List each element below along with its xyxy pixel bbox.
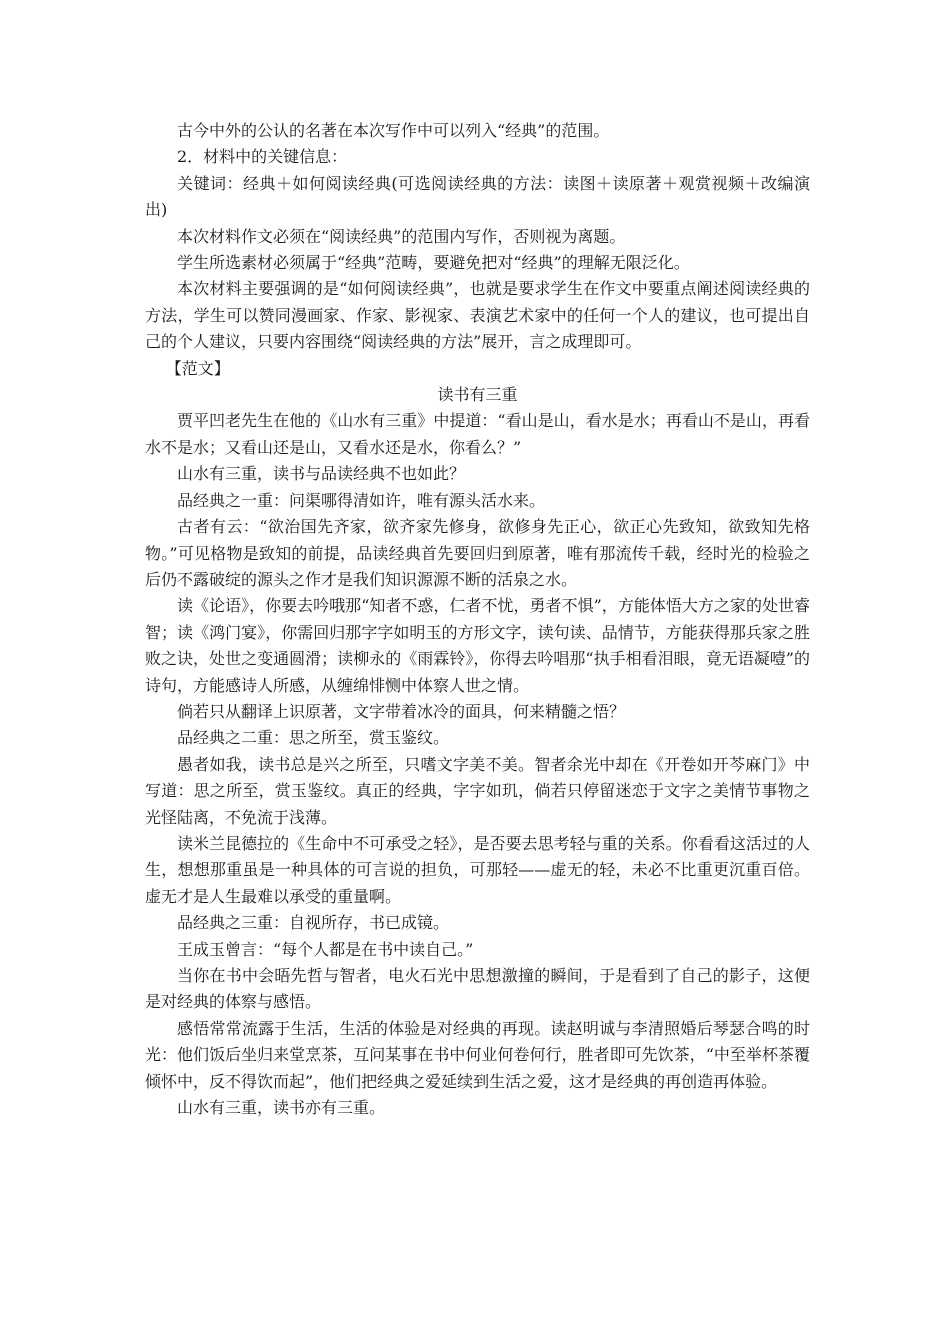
intro-paragraph: 本次材料主要强调的是“如何阅读经典”，也就是要求学生在作文中要重点阐述阅读经典的方法，学生可以赞同漫画家、作家、影视家、表演艺术家中的任何一个人的建议，也可提出自己的个人建议，只要内容围绕“阅读经典的方法”展开，言之成理即可。 (145, 279, 810, 352)
section-label: 【范文】 (165, 358, 230, 378)
essay-paragraph: 感悟常常流露于生活，生活的体验是对经典的再现。读赵明诚与李清照婚后琴瑟合鸣的时光：他们饭后坐归来堂烹茶，互问某事在书中何业何卷何行，胜者即可先饮茶，“中至举杯茶覆倾怀中，反不得饮而起”，他们把经典之爱延续到生活之爱，这才是经典的再创造再体验。 (145, 1018, 810, 1091)
essay-paragraph: 品经典之三重：自视所存，书已成镜。 (177, 913, 450, 933)
essay-paragraph: 品经典之一重：问渠哪得清如许，唯有源头活水来。 (177, 490, 546, 510)
essay-paragraph: 倘若只从翻译上识原著，文字带着冰冷的面具，何来精髓之悟？ (177, 701, 626, 721)
intro-paragraph: 2．材料中的关键信息： (177, 147, 348, 167)
essay-paragraph: 读米兰昆德拉的《生命中不可承受之轻》，是否要去思考轻与重的关系。你看看这活过的人生，想想那重虽是一种具体的可言说的担负，可那轻——虚无的轻，未必不比重更沉重百倍。虚无才是人生最难以承受的重量啊。 (145, 833, 810, 906)
essay-paragraph: 古者有云：“欲治国先齐家，欲齐家先修身，欲修身先正心，欲正心先致知，欲致知先格物。”可见格物是致知的前提，品读经典首先要回归到原著，唯有那流传千载，经时光的检验之后仍不露破绽的源头之作才是我们知识源源不断的活泉之水。 (145, 517, 810, 589)
intro-paragraph: 学生所选素材必须属于“经典”范畴，要避免把对“经典”的理解无限泛化。 (177, 253, 690, 273)
intro-paragraph: 本次材料作文必须在“阅读经典”的范围内写作，否则视为离题。 (177, 226, 626, 246)
document-page (145, 118, 810, 1121)
essay-title: 读书有三重 (437, 385, 518, 405)
essay-paragraph: 读《论语》，你要去吟哦那“知者不惑，仁者不忧，勇者不惧”，方能体悟大方之家的处世睿智；读《鸿门宴》，你需回归那字字如明玉的方形文字，读句读、品情节，方能获得那兵家之胜败之诀，处世之变通圆滑；读柳永的《雨霖铃》，你得去吟唱那“执手相看泪眼，竟无语凝噎”的诗句，方能感诗人所感，从缠绵悱恻中体察人世之情。 (145, 596, 810, 695)
essay-paragraph: 山水有三重，读书亦有三重。 (177, 1098, 386, 1118)
essay-paragraph: 当你在书中会晤先哲与智者，电火石光中思想激撞的瞬间，于是看到了自己的影子，这便是对经典的体察与感悟。 (145, 966, 810, 1012)
essay-paragraph: 愚者如我，读书总是兴之所至，只嗜文字美不美。智者余光中却在《开卷如开芩麻门》中写道：思之所至，赏玉鉴纹。真正的经典，字字如玑，倘若只停留迷恋于文字之美情节事物之光怪陆离，不免流于浅薄。 (145, 754, 810, 827)
essay-paragraph: 品经典之二重：思之所至，赏玉鉴纹。 (177, 728, 450, 748)
essay-paragraph: 王成玉曾言：“每个人都是在书中读自己。” (177, 939, 474, 959)
essay-paragraph: 山水有三重，读书与品读经典不也如此？ (177, 464, 466, 484)
essay-paragraph: 贾平凹老先生在他的《山水有三重》中提道：“看山是山，看水是水；再看山不是山，再看水不是水；又看山还是山，又看水还是水，你看么？” (145, 411, 810, 457)
intro-paragraph: 古今中外的公认的名著在本次写作中可以列入“经典”的范围。 (177, 121, 610, 140)
intro-paragraph: 关键词：经典＋如何阅读经典(可选阅读经典的方法：读图＋读原著＋观赏视频＋改编演出) (145, 173, 810, 220)
